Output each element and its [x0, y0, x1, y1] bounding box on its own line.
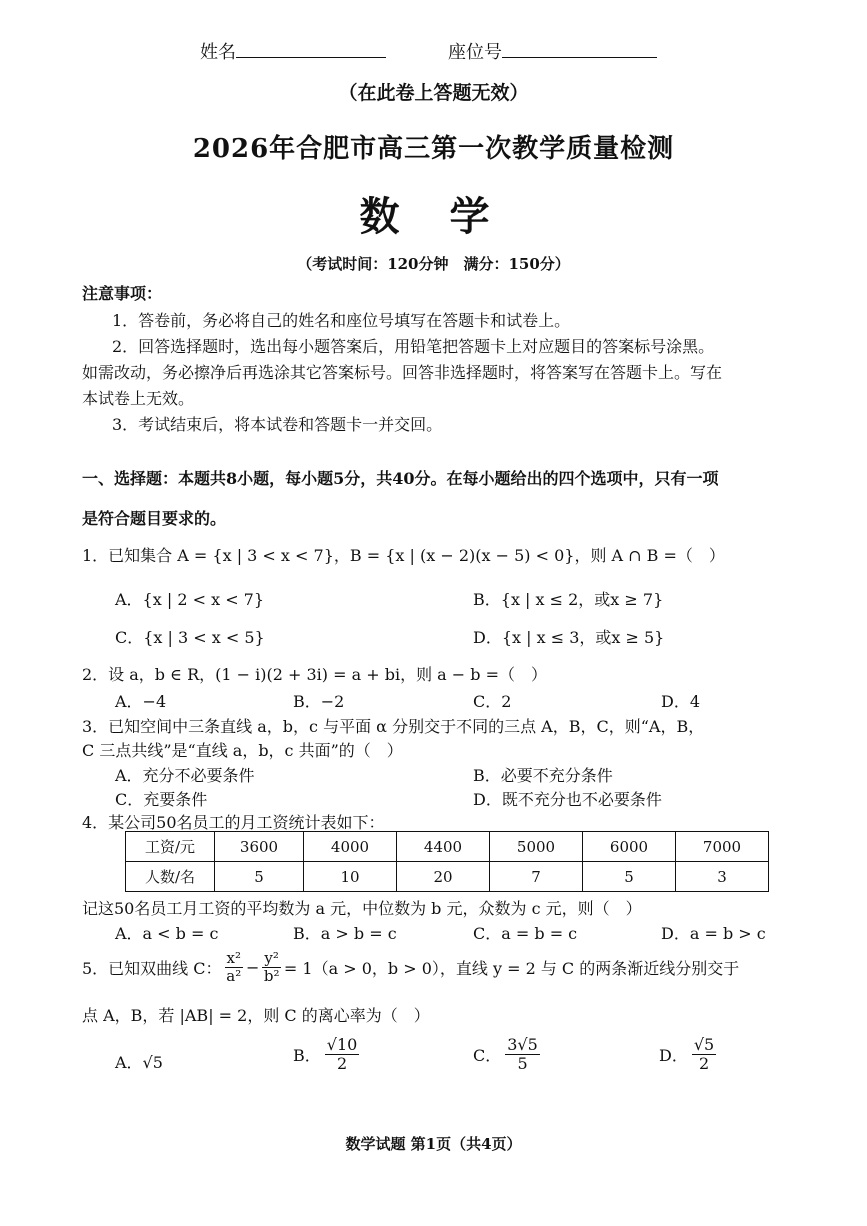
table-cell: 7000: [676, 832, 769, 862]
q5-minus: −: [246, 958, 260, 978]
q5-option-d: [659, 1036, 716, 1074]
table-cell: 20: [397, 862, 490, 892]
q1-option-a: A．{x | 2 < x < 7}: [115, 590, 265, 609]
seat-label: 座位号: [448, 42, 502, 63]
name-blank[interactable]: [236, 39, 386, 58]
q4-option-c: C．a = b = c: [473, 924, 578, 943]
q5-fraction-y: [262, 950, 281, 986]
q5-stem-end: = 1（a > 0，b > 0），直线 y = 2 与 C 的两条渐近线分别交于: [283, 959, 740, 979]
q5-fraction-x: [225, 950, 243, 986]
q2-option-b: B．−2: [293, 692, 345, 711]
q3-option-d: D．既不充分也不必要条件: [473, 790, 662, 809]
section-heading: 一、选择题：本题共8小题，每小题5分，共40分。在每小题给出的四个选项中，只有一项: [82, 469, 719, 488]
exam-info: （考试时间：120分钟 满分：150分）: [297, 255, 570, 273]
table-cell: 4400: [397, 832, 490, 862]
wage-table-wrap: [125, 831, 769, 892]
notice-item-1: 1．答卷前，务必将自己的姓名和座位号填写在答题卡和试卷上。: [112, 311, 571, 330]
q4-option-a: A．a < b = c: [115, 924, 219, 943]
table-row: [126, 832, 769, 862]
q2-option-c: C．2: [473, 692, 512, 711]
seat-field[interactable]: [448, 38, 657, 64]
q5-option-c-fraction: [505, 1036, 540, 1074]
q5-option-d-fraction: [692, 1036, 716, 1074]
q4-after-table: 记这50名员工月工资的平均数为 a 元，中位数为 b 元，众数为 c 元，则（ ）: [82, 899, 642, 918]
q5-option-d-label: D．: [659, 1046, 688, 1066]
subject-title: 数 学: [359, 193, 508, 240]
q5-stem-cont: 点 A，B，若 |AB| = 2，则 C 的离心率为（ ）: [82, 1006, 430, 1025]
table-cell: 5: [583, 862, 676, 892]
q5-stem-start: 5．已知双曲线 C：: [82, 959, 222, 979]
q5-option-d-num: √5: [693, 1035, 715, 1054]
q5-option-b: [293, 1036, 359, 1074]
table-cell: 7: [490, 862, 583, 892]
table-cell: 人数/名: [126, 862, 215, 892]
q5-fraction-y-num: y²: [264, 949, 279, 967]
notices-heading: 注意事项：: [82, 284, 163, 303]
table-row: [126, 862, 769, 892]
table-cell: 5000: [490, 832, 583, 862]
q1-stem: 1．已知集合 A = {x | 3 < x < 7}，B = {x | (x − 2)(x − 5) < 0}，则 A ∩ B =（ ）: [82, 546, 725, 565]
name-field[interactable]: [200, 38, 386, 64]
q5-stem: [82, 950, 739, 986]
table-cell: 6000: [583, 832, 676, 862]
table-cell: 3600: [215, 832, 304, 862]
q5-option-b-num: √10: [326, 1035, 358, 1054]
table-cell: 10: [304, 862, 397, 892]
q3-option-c: C．充要条件: [115, 790, 208, 809]
q4-stem: 4．某公司50名员工的月工资统计表如下：: [82, 813, 385, 832]
q4-option-d: D．a = b > c: [661, 924, 766, 943]
notice-item-2: 2．回答选择题时，选出每小题答案后，用铅笔把答题卡上对应题目的答案标号涂黑。: [112, 337, 715, 356]
q5-option-b-fraction: [325, 1036, 360, 1074]
q3-option-a: A．充分不必要条件: [115, 766, 255, 785]
q5-option-b-label: B．: [293, 1046, 321, 1066]
q1-option-c: C．{x | 3 < x < 5}: [115, 628, 265, 647]
name-label: 姓名: [200, 42, 236, 63]
q1-option-d: D．{x | x ≤ 3，或x ≥ 5}: [473, 628, 665, 647]
table-cell: 5: [215, 862, 304, 892]
wage-table: [125, 831, 769, 892]
section-heading-cont: 是符合题目要求的。: [82, 509, 227, 528]
q5-option-c-num: 3√5: [507, 1035, 538, 1054]
q1-option-b: B．{x | x ≤ 2，或x ≥ 7}: [473, 590, 664, 609]
page-footer: 数学试题 第1页（共4页）: [345, 1135, 522, 1153]
seat-blank[interactable]: [502, 39, 657, 58]
notice-item-3: 3．考试结束后，将本试卷和答题卡一并交回。: [112, 415, 443, 434]
q5-fraction-x-num: x²: [226, 949, 241, 967]
q2-stem: 2．设 a，b ∈ R，(1 − i)(2 + 3i) = a + bi，则 a − b =（ ）: [82, 665, 548, 684]
q3-option-b: B．必要不充分条件: [473, 766, 613, 785]
q5-option-b-den: 2: [336, 1054, 348, 1074]
invalid-note: （在此卷上答题无效）: [338, 82, 529, 104]
q5-option-c-label: C．: [473, 1046, 502, 1066]
q4-option-b: B．a > b = c: [293, 924, 397, 943]
q3-stem: 3．已知空间中三条直线 a，b，c 与平面 α 分别交于不同的三点 A，B，C，则“A，B，: [82, 717, 705, 736]
q5-option-d-den: 2: [698, 1054, 710, 1074]
notice-item-2-cont: 如需改动，务必擦净后再选涂其它答案标号。回答非选择题时，将答案写在答题卡上。写在: [82, 363, 723, 382]
table-cell: 4000: [304, 832, 397, 862]
table-cell: 工资/元: [126, 832, 215, 862]
q5-option-a: A．√5: [115, 1053, 163, 1072]
q3-stem-cont: C 三点共线”是“直线 a，b，c 共面”的（ ）: [82, 741, 403, 760]
q5-fraction-y-den: b²: [263, 967, 280, 986]
q2-option-a: A．−4: [115, 692, 167, 711]
table-cell: 3: [676, 862, 769, 892]
q5-option-c: [473, 1036, 540, 1074]
q5-fraction-x-den: a²: [226, 967, 242, 986]
q2-option-d: D．4: [661, 692, 701, 711]
q5-option-c-den: 5: [517, 1054, 528, 1074]
exam-title: 2026年合肥市高三第一次教学质量检测: [192, 134, 675, 164]
notice-item-2-end: 本试卷上无效。: [82, 389, 195, 408]
